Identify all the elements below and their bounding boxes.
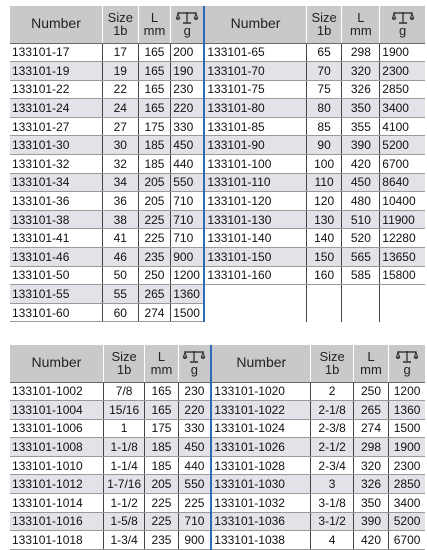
empty-cell <box>342 285 380 304</box>
cell-weight: 1360 <box>389 401 425 420</box>
cell-size: 3-1/2 <box>311 512 354 531</box>
cell-weight: 440 <box>171 155 205 174</box>
cell-weight: 550 <box>171 173 205 192</box>
cell-number: 133101-1018 <box>10 531 103 550</box>
cell-size: 22 <box>102 80 138 99</box>
header-number: Number <box>10 345 103 382</box>
cell-weight: 3400 <box>380 99 425 118</box>
cell-weight: 550 <box>178 475 211 494</box>
cell-number: 133101-27 <box>10 117 102 136</box>
cell-size: 85 <box>306 117 342 136</box>
cell-number: 133101-75 <box>204 80 306 99</box>
cell-length: 225 <box>145 512 178 531</box>
cell-number: 133101-60 <box>10 303 102 322</box>
scale-icon <box>380 10 425 24</box>
cell-number: 133101-30 <box>10 136 102 155</box>
cell-number: 133101-120 <box>204 192 306 211</box>
cell-number: 133101-90 <box>204 136 306 155</box>
table-row <box>10 210 425 229</box>
cell-number: 133101-1020 <box>211 382 311 401</box>
cell-number: 133101-38 <box>10 210 102 229</box>
table-row <box>10 456 425 475</box>
cell-size: 24 <box>102 99 138 118</box>
cell-number: 133101-1030 <box>211 475 311 494</box>
header-size: Size 1b <box>306 6 342 43</box>
cell-size: 46 <box>102 248 138 267</box>
cell-number: 133101-55 <box>10 285 102 304</box>
cell-number: 133101-1036 <box>211 512 311 531</box>
cell-length: 235 <box>145 531 178 550</box>
cell-length: 565 <box>342 248 380 267</box>
cell-weight: 1360 <box>171 285 205 304</box>
cell-number: 133101-70 <box>204 62 306 81</box>
cell-length: 480 <box>342 192 380 211</box>
cell-weight: 2300 <box>389 456 425 475</box>
cell-weight: 8640 <box>380 173 425 192</box>
cell-size: 3-1/8 <box>311 494 354 513</box>
empty-cell <box>306 303 342 322</box>
cell-number: 133101-36 <box>10 192 102 211</box>
cell-length: 235 <box>138 248 171 267</box>
cell-number: 133101-140 <box>204 229 306 248</box>
cell-number: 133101-1022 <box>211 401 311 420</box>
cell-number: 133101-150 <box>204 248 306 267</box>
empty-cell <box>342 303 380 322</box>
cell-number: 133101-34 <box>10 173 102 192</box>
empty-cell <box>380 285 425 304</box>
cell-weight: 200 <box>171 43 205 62</box>
cell-length: 274 <box>138 303 171 322</box>
cell-weight: 2850 <box>380 80 425 99</box>
cell-weight: 190 <box>171 62 205 81</box>
cell-length: 390 <box>353 512 388 531</box>
table-row <box>10 285 425 304</box>
table-row <box>10 531 425 550</box>
cell-weight: 10400 <box>380 192 425 211</box>
cell-length: 205 <box>138 173 171 192</box>
cell-weight: 440 <box>178 456 211 475</box>
table-row <box>10 62 425 81</box>
cell-number: 133101-160 <box>204 266 306 285</box>
cell-length: 265 <box>138 285 171 304</box>
cell-length: 205 <box>138 192 171 211</box>
cell-length: 350 <box>342 99 380 118</box>
scale-icon <box>389 349 425 363</box>
cell-weight: 225 <box>178 494 211 513</box>
empty-cell <box>204 303 306 322</box>
cell-weight: 710 <box>171 210 205 229</box>
table-row <box>10 43 425 62</box>
empty-cell <box>306 285 342 304</box>
cell-length: 225 <box>145 494 178 513</box>
cell-size: 150 <box>306 248 342 267</box>
table-row <box>10 512 425 531</box>
cell-number: 133101-1012 <box>10 475 103 494</box>
cell-number: 133101-1008 <box>10 438 103 457</box>
table-header-row <box>10 345 425 382</box>
cell-number: 133101-1032 <box>211 494 311 513</box>
header-weight: g <box>380 6 425 43</box>
cell-number: 133101-1002 <box>10 382 103 401</box>
cell-length: 165 <box>138 62 171 81</box>
cell-size: 41 <box>102 229 138 248</box>
cell-length: 165 <box>145 401 178 420</box>
cell-weight: 1200 <box>389 382 425 401</box>
spec-table-metric <box>10 6 425 322</box>
table-row <box>10 229 425 248</box>
cell-size: 50 <box>102 266 138 285</box>
cell-weight: 230 <box>171 80 205 99</box>
cell-number: 133101-1038 <box>211 531 311 550</box>
spec-table-inch <box>10 345 425 550</box>
cell-size: 36 <box>102 192 138 211</box>
cell-size: 1-7/16 <box>103 475 145 494</box>
cell-weight: 6700 <box>389 531 425 550</box>
cell-size: 1-1/8 <box>103 438 145 457</box>
cell-length: 320 <box>342 62 380 81</box>
header-length: L mm <box>138 6 171 43</box>
cell-length: 326 <box>353 475 388 494</box>
cell-length: 510 <box>342 210 380 229</box>
cell-size: 140 <box>306 229 342 248</box>
empty-cell <box>380 303 425 322</box>
cell-length: 250 <box>353 382 388 401</box>
cell-size: 19 <box>102 62 138 81</box>
cell-size: 1-1/4 <box>103 456 145 475</box>
cell-number: 133101-24 <box>10 99 102 118</box>
cell-weight: 900 <box>178 531 211 550</box>
cell-size: 60 <box>102 303 138 322</box>
cell-number: 133101-85 <box>204 117 306 136</box>
cell-size: 27 <box>102 117 138 136</box>
cell-size: 70 <box>306 62 342 81</box>
cell-weight: 3400 <box>389 494 425 513</box>
table-row <box>10 99 425 118</box>
cell-length: 326 <box>342 80 380 99</box>
cell-weight: 15800 <box>380 266 425 285</box>
cell-length: 185 <box>145 438 178 457</box>
cell-number: 133101-65 <box>204 43 306 62</box>
header-size: Size 1b <box>103 345 145 382</box>
table-row <box>10 438 425 457</box>
cell-number: 133101-1010 <box>10 456 103 475</box>
table-row <box>10 419 425 438</box>
cell-number: 133101-17 <box>10 43 102 62</box>
cell-length: 165 <box>138 43 171 62</box>
cell-number: 133101-41 <box>10 229 102 248</box>
table-row <box>10 117 425 136</box>
cell-size: 130 <box>306 210 342 229</box>
cell-length: 420 <box>353 531 388 550</box>
cell-weight: 900 <box>171 248 205 267</box>
cell-length: 450 <box>342 173 380 192</box>
cell-size: 55 <box>102 285 138 304</box>
cell-number: 133101-50 <box>10 266 102 285</box>
cell-size: 80 <box>306 99 342 118</box>
cell-length: 350 <box>353 494 388 513</box>
cell-size: 1 <box>103 419 145 438</box>
cell-length: 175 <box>138 117 171 136</box>
cell-length: 165 <box>138 80 171 99</box>
header-weight: g <box>178 345 211 382</box>
cell-size: 75 <box>306 80 342 99</box>
table-row <box>10 266 425 285</box>
cell-number: 133101-130 <box>204 210 306 229</box>
cell-number: 133101-110 <box>204 173 306 192</box>
header-size: Size 1b <box>102 6 138 43</box>
header-length: L mm <box>145 345 178 382</box>
header-number: Number <box>10 6 102 43</box>
cell-size: 4 <box>311 531 354 550</box>
cell-weight: 220 <box>171 99 205 118</box>
cell-length: 298 <box>342 43 380 62</box>
cell-weight: 710 <box>178 512 211 531</box>
cell-length: 185 <box>138 136 171 155</box>
cell-number: 133101-19 <box>10 62 102 81</box>
header-size: Size 1b <box>311 345 354 382</box>
cell-weight: 1900 <box>380 43 425 62</box>
cell-size: 17 <box>102 43 138 62</box>
cell-weight: 12280 <box>380 229 425 248</box>
cell-number: 133101-1014 <box>10 494 103 513</box>
cell-weight: 450 <box>171 136 205 155</box>
cell-weight: 11900 <box>380 210 425 229</box>
header-weight: g <box>389 345 425 382</box>
cell-length: 320 <box>353 456 388 475</box>
cell-size: 1-1/2 <box>103 494 145 513</box>
scale-icon <box>171 10 203 24</box>
cell-length: 390 <box>342 136 380 155</box>
cell-number: 133101-1024 <box>211 419 311 438</box>
cell-number: 133101-1006 <box>10 419 103 438</box>
cell-size: 38 <box>102 210 138 229</box>
cell-weight: 1500 <box>171 303 205 322</box>
table-header-row <box>10 6 425 43</box>
cell-weight: 6700 <box>380 155 425 174</box>
cell-weight: 2300 <box>380 62 425 81</box>
table-row <box>10 303 425 322</box>
cell-length: 165 <box>138 99 171 118</box>
header-number: Number <box>204 6 306 43</box>
table-row <box>10 155 425 174</box>
table-row <box>10 401 425 420</box>
cell-weight: 1200 <box>171 266 205 285</box>
header-weight: g <box>171 6 205 43</box>
cell-weight: 4100 <box>380 117 425 136</box>
cell-weight: 1900 <box>389 438 425 457</box>
table-row <box>10 494 425 513</box>
cell-length: 250 <box>138 266 171 285</box>
cell-size: 2-1/2 <box>311 438 354 457</box>
cell-length: 175 <box>145 419 178 438</box>
scale-icon <box>179 349 211 363</box>
cell-length: 520 <box>342 229 380 248</box>
cell-number: 133101-1016 <box>10 512 103 531</box>
table-row <box>10 382 425 401</box>
table-row <box>10 173 425 192</box>
cell-length: 585 <box>342 266 380 285</box>
cell-weight: 13650 <box>380 248 425 267</box>
cell-length: 185 <box>145 456 178 475</box>
cell-number: 133101-1004 <box>10 401 103 420</box>
cell-size: 2-3/8 <box>311 419 354 438</box>
cell-length: 274 <box>353 419 388 438</box>
table-row <box>10 192 425 211</box>
cell-length: 355 <box>342 117 380 136</box>
cell-number: 133101-100 <box>204 155 306 174</box>
cell-length: 185 <box>138 155 171 174</box>
cell-number: 133101-1028 <box>211 456 311 475</box>
header-length: L mm <box>353 345 388 382</box>
cell-number: 133101-22 <box>10 80 102 99</box>
cell-size: 110 <box>306 173 342 192</box>
cell-number: 133101-80 <box>204 99 306 118</box>
cell-weight: 5200 <box>389 512 425 531</box>
cell-length: 165 <box>145 382 178 401</box>
cell-size: 90 <box>306 136 342 155</box>
cell-length: 225 <box>138 229 171 248</box>
table-row <box>10 80 425 99</box>
cell-weight: 230 <box>178 382 211 401</box>
cell-size: 2 <box>311 382 354 401</box>
cell-length: 265 <box>353 401 388 420</box>
header-length: L mm <box>342 6 380 43</box>
table-row <box>10 475 425 494</box>
cell-weight: 330 <box>171 117 205 136</box>
cell-weight: 710 <box>171 229 205 248</box>
cell-size: 1-5/8 <box>103 512 145 531</box>
cell-size: 2-1/8 <box>311 401 354 420</box>
cell-weight: 710 <box>171 192 205 211</box>
cell-size: 30 <box>102 136 138 155</box>
cell-length: 298 <box>353 438 388 457</box>
cell-size: 32 <box>102 155 138 174</box>
cell-length: 420 <box>342 155 380 174</box>
cell-weight: 330 <box>178 419 211 438</box>
cell-weight: 450 <box>178 438 211 457</box>
cell-size: 160 <box>306 266 342 285</box>
cell-weight: 2850 <box>389 475 425 494</box>
cell-size: 100 <box>306 155 342 174</box>
cell-number: 133101-32 <box>10 155 102 174</box>
cell-length: 205 <box>145 475 178 494</box>
empty-cell <box>204 285 306 304</box>
cell-size: 7/8 <box>103 382 145 401</box>
cell-weight: 1500 <box>389 419 425 438</box>
cell-length: 225 <box>138 210 171 229</box>
cell-size: 3 <box>311 475 354 494</box>
table-row <box>10 248 425 267</box>
cell-size: 15/16 <box>103 401 145 420</box>
cell-number: 133101-46 <box>10 248 102 267</box>
cell-size: 1-3/4 <box>103 531 145 550</box>
cell-size: 34 <box>102 173 138 192</box>
cell-weight: 220 <box>178 401 211 420</box>
cell-size: 120 <box>306 192 342 211</box>
cell-size: 2-3/4 <box>311 456 354 475</box>
table-row <box>10 136 425 155</box>
cell-weight: 5200 <box>380 136 425 155</box>
cell-number: 133101-1026 <box>211 438 311 457</box>
cell-size: 65 <box>306 43 342 62</box>
header-number: Number <box>211 345 311 382</box>
